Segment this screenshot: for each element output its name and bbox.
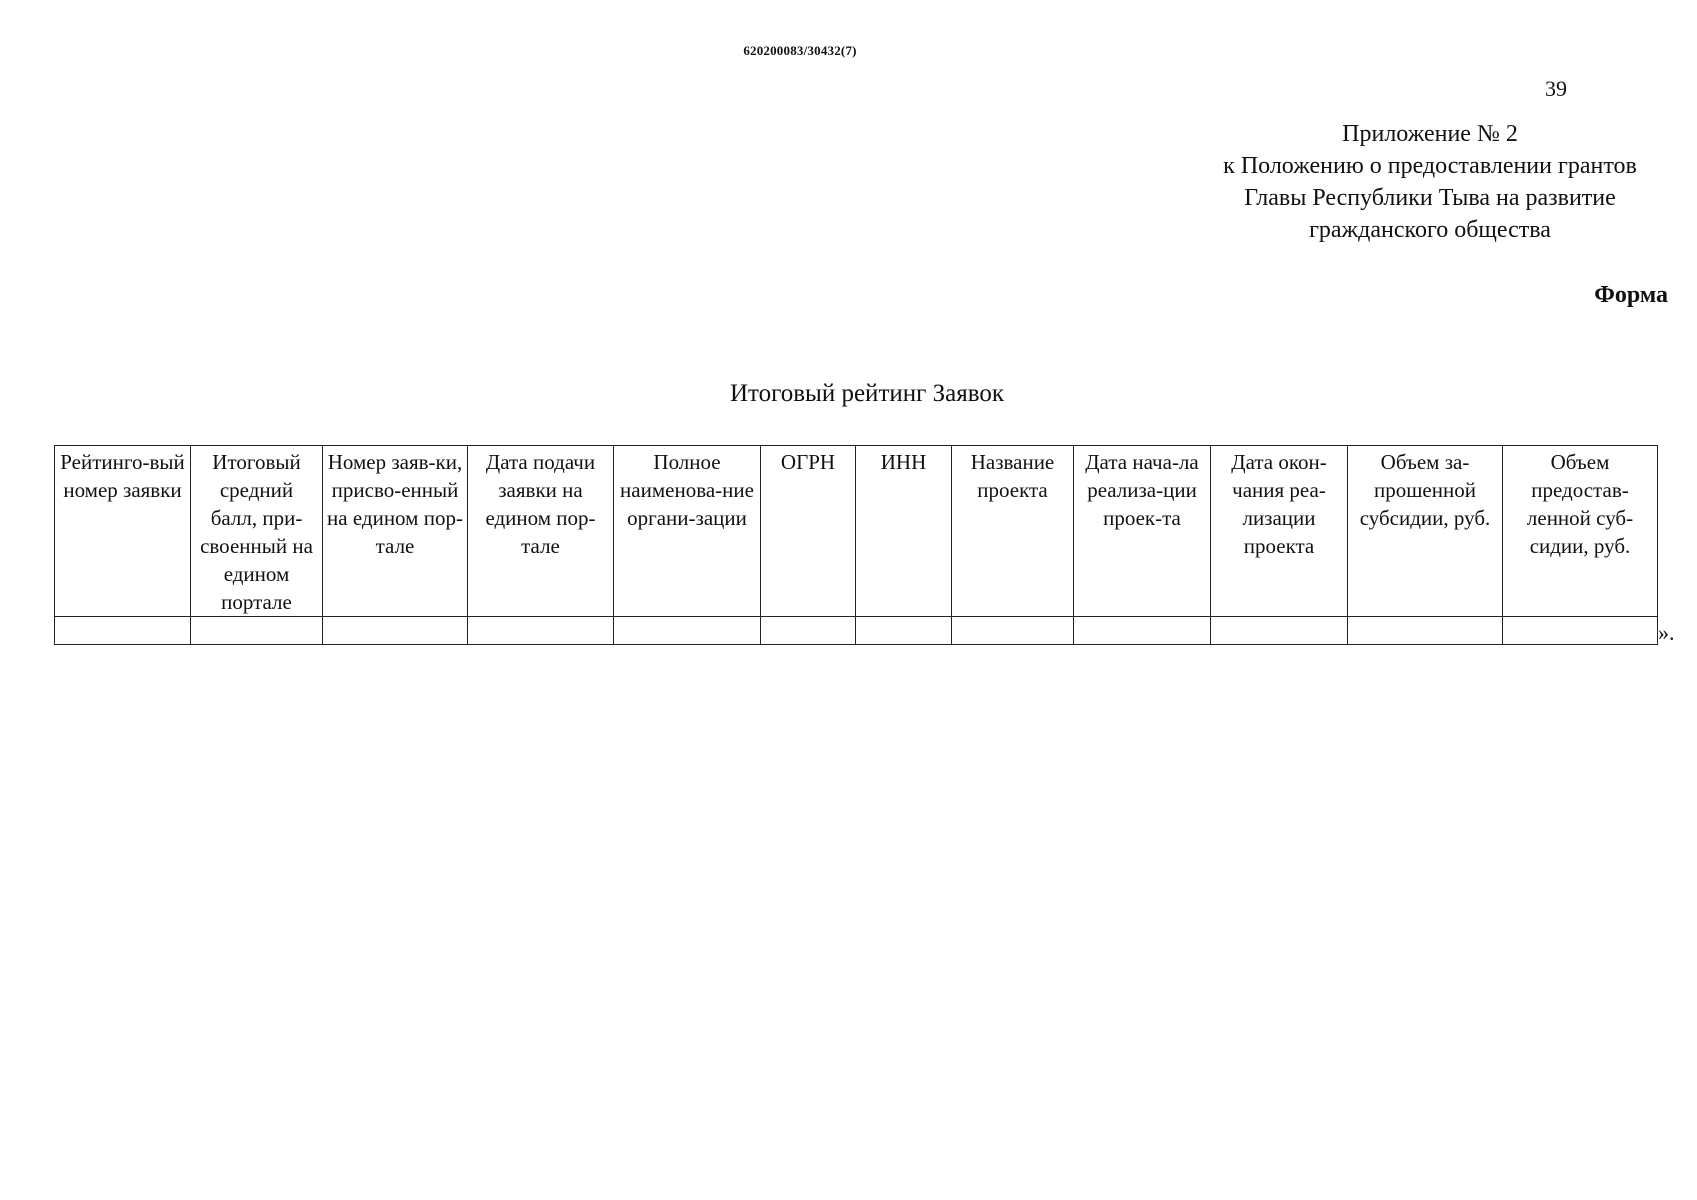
column-header: Объем предостав-ленной суб-сидии, руб. xyxy=(1503,446,1658,617)
table-cell xyxy=(1348,617,1503,645)
document-id: 620200083/30432(7) xyxy=(743,43,857,58)
appendix-line: гражданского общества xyxy=(1309,217,1551,243)
column-header: Дата подачи заявки на едином пор-тале xyxy=(468,446,614,617)
appendix-line: Приложение № 2 xyxy=(1342,121,1518,147)
appendix-reference xyxy=(1140,118,1697,246)
appendix-line: Главы Республики Тыва на развитие xyxy=(1244,185,1616,211)
appendix-line: к Положению о предоставлении грантов xyxy=(1223,153,1637,179)
column-header: Название проекта xyxy=(952,446,1074,617)
table-header-row xyxy=(55,446,1658,617)
table-cell xyxy=(468,617,614,645)
table-cell xyxy=(55,617,191,645)
column-header: Рейтинго-вый номер заявки xyxy=(55,446,191,617)
table-row xyxy=(55,617,1658,645)
column-header: Полное наименова-ние органи-зации xyxy=(614,446,761,617)
table-cell xyxy=(191,617,323,645)
column-header: Итоговый средний балл, при-своенный на едином портале xyxy=(191,446,323,617)
table-cell xyxy=(761,617,856,645)
page-title: Итоговый рейтинг Заявок xyxy=(729,380,1005,407)
column-header: Дата нача-ла реализа-ции проек-та xyxy=(1074,446,1211,617)
column-header: ОГРН xyxy=(761,446,856,617)
table-cell xyxy=(614,617,761,645)
column-header: Номер заяв-ки, присво-енный на едином пор-тале xyxy=(323,446,468,617)
closing-quote-mark: ». xyxy=(1658,620,1675,645)
form-label: Форма xyxy=(1594,282,1668,308)
column-header: ИНН xyxy=(856,446,952,617)
table-cell xyxy=(323,617,468,645)
table-cell xyxy=(1503,617,1658,645)
table-cell xyxy=(856,617,952,645)
column-header: Объем за-прошенной субсидии, руб. xyxy=(1348,446,1503,617)
table-cell xyxy=(1074,617,1211,645)
page-number: 39 xyxy=(1545,76,1567,101)
column-header: Дата окон-чания реа-лизации проекта xyxy=(1211,446,1348,617)
table-cell xyxy=(952,617,1074,645)
rating-table xyxy=(54,445,1658,645)
table-cell xyxy=(1211,617,1348,645)
